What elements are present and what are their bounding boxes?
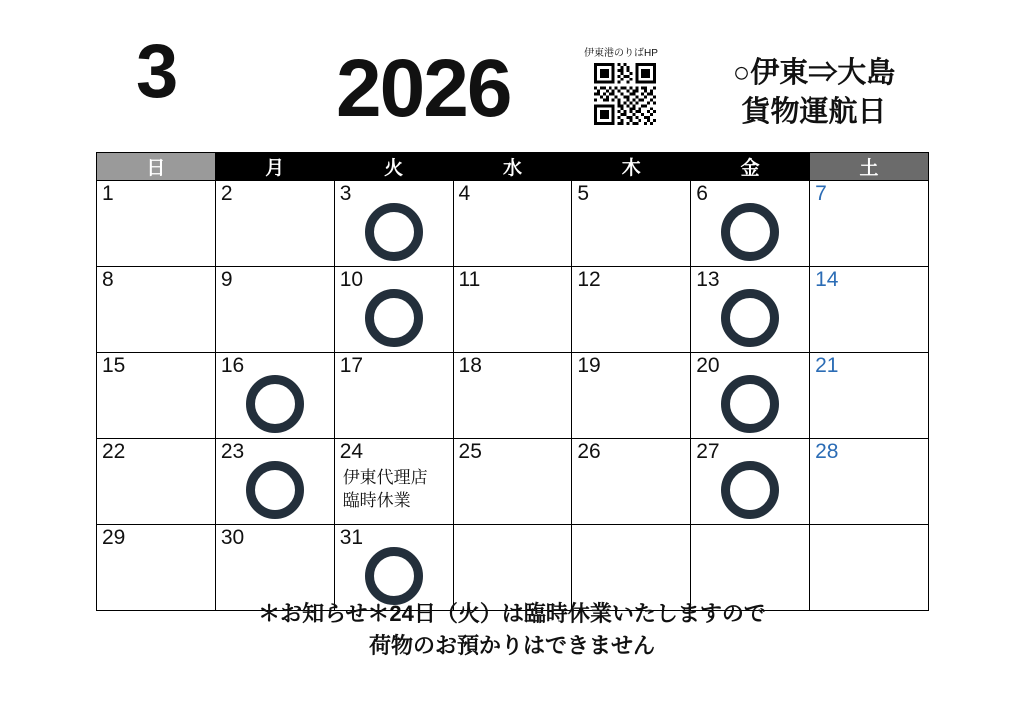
- weekday-header-thu: 木: [572, 153, 691, 181]
- calendar-day-cell[interactable]: [97, 439, 216, 525]
- sailing-day-ring-icon: [246, 375, 304, 433]
- qr-code-icon[interactable]: [594, 63, 656, 125]
- day-number: 12: [577, 268, 601, 291]
- calendar-day-cell[interactable]: [572, 267, 691, 353]
- calendar-week-row: [97, 439, 929, 525]
- sailing-day-ring-icon: [246, 461, 304, 519]
- qr-block[interactable]: [580, 48, 670, 125]
- day-number: 24: [339, 440, 364, 463]
- calendar-day-cell[interactable]: [691, 353, 810, 439]
- day-number: 7: [815, 182, 827, 205]
- calendar-day-cell[interactable]: [334, 439, 453, 525]
- calendar-day-cell[interactable]: [453, 181, 572, 267]
- calendar-week-row: [97, 267, 929, 353]
- weekday-header-mon: 月: [215, 153, 334, 181]
- sailing-day-ring-icon: [721, 375, 779, 433]
- calendar-day-cell[interactable]: [97, 267, 216, 353]
- day-number: 4: [458, 182, 471, 205]
- calendar-day-cell[interactable]: [572, 353, 691, 439]
- calendar-day-cell[interactable]: [215, 181, 334, 267]
- calendar-table: [96, 152, 929, 611]
- day-number: 15: [102, 354, 126, 377]
- calendar-day-cell[interactable]: [572, 439, 691, 525]
- month-number: 3: [136, 29, 178, 114]
- calendar-day-cell[interactable]: [334, 181, 453, 267]
- calendar-day-cell[interactable]: [97, 181, 216, 267]
- day-number: 16: [220, 354, 245, 377]
- day-number: 17: [339, 354, 364, 377]
- day-number: 22: [102, 440, 126, 463]
- calendar-header-row: [97, 153, 929, 181]
- sailing-day-ring-icon: [721, 203, 779, 261]
- footer-notice: [0, 598, 1024, 662]
- route-title-line2: 貨物運航日: [741, 96, 887, 129]
- day-number: 11: [458, 268, 481, 291]
- day-number: 20: [696, 354, 720, 377]
- day-number: 6: [696, 182, 708, 205]
- day-number: 18: [458, 354, 482, 377]
- calendar-day-cell[interactable]: [810, 267, 929, 353]
- day-number: 19: [577, 354, 601, 377]
- calendar-day-cell[interactable]: [453, 267, 572, 353]
- day-number: 26: [577, 440, 601, 463]
- day-number: 13: [696, 268, 720, 291]
- calendar-day-cell[interactable]: [215, 353, 334, 439]
- day-number: 21: [815, 354, 839, 377]
- calendar-day-cell[interactable]: [334, 353, 453, 439]
- calendar-day-cell[interactable]: [691, 439, 810, 525]
- day-number: 9: [220, 268, 233, 291]
- calendar-body: [97, 181, 929, 611]
- day-number: 2: [220, 182, 233, 205]
- footer-line2: 荷物のお預かりはできません: [368, 632, 655, 658]
- day-number: 8: [102, 268, 114, 291]
- weekday-header-fri: 金: [691, 153, 810, 181]
- page-header: [96, 29, 928, 144]
- day-number: 25: [458, 440, 482, 463]
- day-number: 23: [220, 440, 245, 463]
- calendar-day-cell[interactable]: [810, 439, 929, 525]
- calendar-week-row: [97, 353, 929, 439]
- day-number: 31: [339, 526, 364, 549]
- calendar-day-cell[interactable]: [453, 439, 572, 525]
- calendar-day-cell[interactable]: [453, 353, 572, 439]
- weekday-header-wed: 水: [453, 153, 572, 181]
- sailing-day-ring-icon: [365, 547, 423, 605]
- sailing-day-ring-icon: [721, 289, 779, 347]
- qr-caption: 伊東港のりばHP: [584, 48, 658, 59]
- calendar-day-cell[interactable]: [334, 267, 453, 353]
- year-number: 2026: [336, 43, 511, 134]
- sailing-day-ring-icon: [365, 203, 423, 261]
- calendar-day-cell[interactable]: [97, 353, 216, 439]
- day-number: 29: [102, 526, 126, 549]
- weekday-header-sun: 日: [97, 153, 216, 181]
- sailing-day-ring-icon: [721, 461, 779, 519]
- calendar-day-cell[interactable]: [691, 267, 810, 353]
- calendar-day-cell[interactable]: [810, 181, 929, 267]
- day-number: 1: [102, 182, 114, 205]
- route-title-line1: ○伊東⇒大島: [732, 57, 896, 89]
- calendar-day-cell[interactable]: [572, 181, 691, 267]
- day-number: 30: [220, 526, 245, 549]
- weekday-header-tue: 火: [334, 153, 453, 181]
- day-number: 27: [696, 440, 720, 463]
- footer-line1: ＊お知らせ＊24日（火）は臨時休業いたしますので: [258, 601, 766, 626]
- calendar-day-cell[interactable]: [691, 181, 810, 267]
- day-number: 28: [815, 440, 839, 463]
- day-number: 10: [339, 268, 364, 291]
- day-number: 14: [815, 268, 839, 291]
- calendar-day-cell[interactable]: [215, 439, 334, 525]
- calendar-day-cell[interactable]: [215, 267, 334, 353]
- route-title: [694, 54, 934, 132]
- calendar-day-cell[interactable]: [810, 353, 929, 439]
- sailing-day-ring-icon: [365, 289, 423, 347]
- day-number: 5: [577, 182, 590, 205]
- weekday-header-sat: 土: [810, 153, 929, 181]
- day-number: 3: [339, 182, 352, 205]
- calendar-week-row: [97, 181, 929, 267]
- day-note: 伊東代理店 臨時休業: [342, 468, 428, 510]
